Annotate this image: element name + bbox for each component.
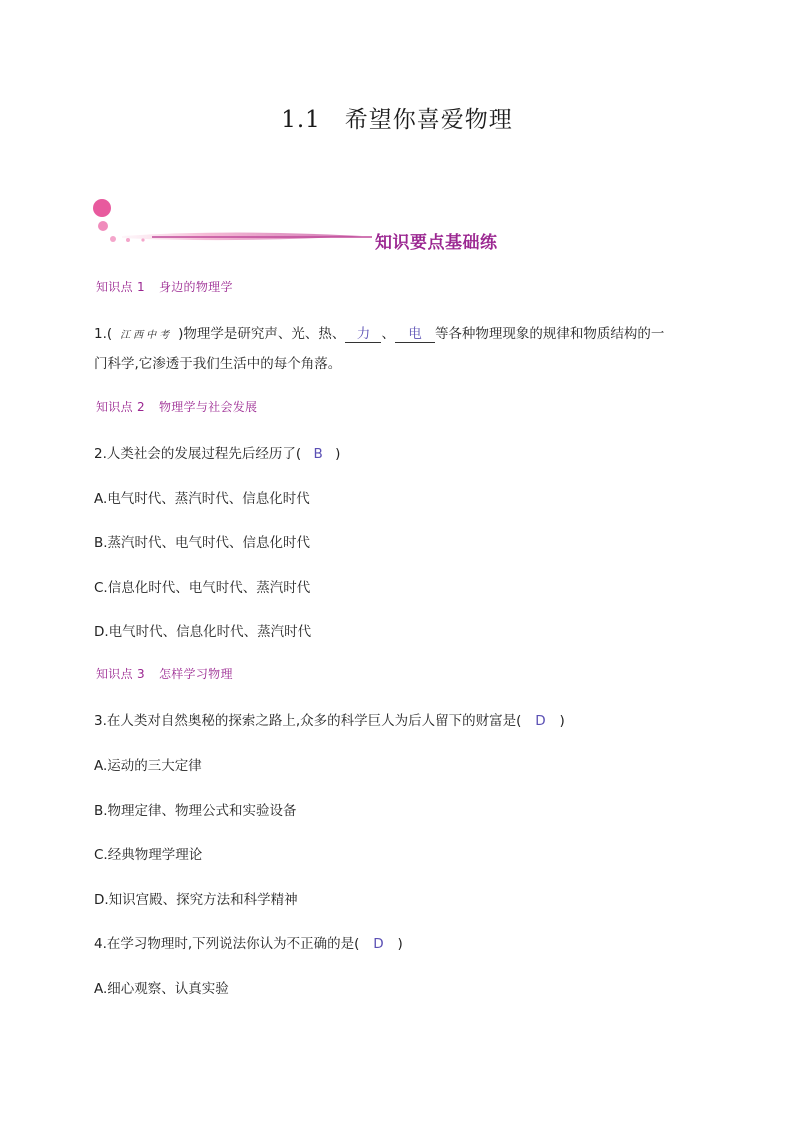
question-4-stem [94, 932, 403, 952]
q3-stem-text: 3.在人类对自然奥秘的探索之路上,众多的科学巨人为后人留下的财富是( [94, 713, 522, 729]
banner-decoration-icon [92, 196, 612, 256]
q3-option-c: C.经典物理学理论 [94, 847, 203, 863]
q3-option-a: A.运动的三大定律 [94, 758, 202, 774]
section-topic: 怎样学习物理 [158, 667, 233, 681]
section-banner [92, 196, 612, 256]
q4-stem-text: 4.在学习物理时,下列说法你认为不正确的是( [94, 936, 360, 952]
q3-answer: D [535, 713, 546, 729]
question-1-line-2: 门科学,它渗透于我们生活中的每个角落。 [94, 356, 342, 372]
q2-stem-text: 2.人类社会的发展过程先后经历了( [94, 446, 302, 462]
q2-option-d: D.电气时代、信息化时代、蒸汽时代 [94, 624, 312, 640]
q4-close: ) [397, 936, 403, 952]
q2-answer: B [313, 446, 323, 462]
q4-option-a: A.细心观察、认真实验 [94, 981, 229, 997]
knowledge-point-3 [96, 665, 233, 682]
q1-source: 江西中考 [120, 330, 173, 341]
section-topic: 物理学与社会发展 [158, 400, 258, 414]
page-title [0, 101, 794, 134]
section-label: 知识点 1 [96, 280, 145, 294]
q1-blank-1: 力 [345, 327, 381, 343]
question-1-line-1 [94, 322, 664, 343]
q1-text-b: 等各种物理现象的规律和物质结构的一 [434, 326, 665, 342]
q2-option-b: B.蒸汽时代、电气时代、信息化时代 [94, 535, 311, 551]
banner-label: 知识要点基础练 [375, 233, 498, 253]
knowledge-point-1 [96, 278, 233, 295]
q1-text-a: )物理学是研究声、光、热、 [178, 326, 346, 342]
section-label: 知识点 3 [96, 667, 145, 681]
question-3-stem [94, 709, 565, 729]
title-text: 希望你喜爱物理 [344, 107, 513, 133]
q1-separator: 、 [381, 326, 395, 342]
q2-option-a: A.电气时代、蒸汽时代、信息化时代 [94, 491, 310, 507]
q3-option-d: D.知识宫殿、探究方法和科学精神 [94, 892, 298, 908]
q2-option-c: C.信息化时代、电气时代、蒸汽时代 [94, 580, 311, 596]
section-label: 知识点 2 [96, 400, 145, 414]
question-2-stem [94, 442, 340, 462]
q3-option-b: B.物理定律、物理公式和实验设备 [94, 803, 297, 819]
q1-prefix: 1.( [94, 326, 113, 342]
section-number: 1.1 [281, 107, 321, 133]
q1-blank-2: 电 [395, 327, 435, 343]
q2-close: ) [335, 446, 341, 462]
section-topic: 身边的物理学 [158, 280, 233, 294]
q3-close: ) [559, 713, 565, 729]
knowledge-point-2 [96, 398, 257, 415]
q4-answer: D [373, 936, 384, 952]
